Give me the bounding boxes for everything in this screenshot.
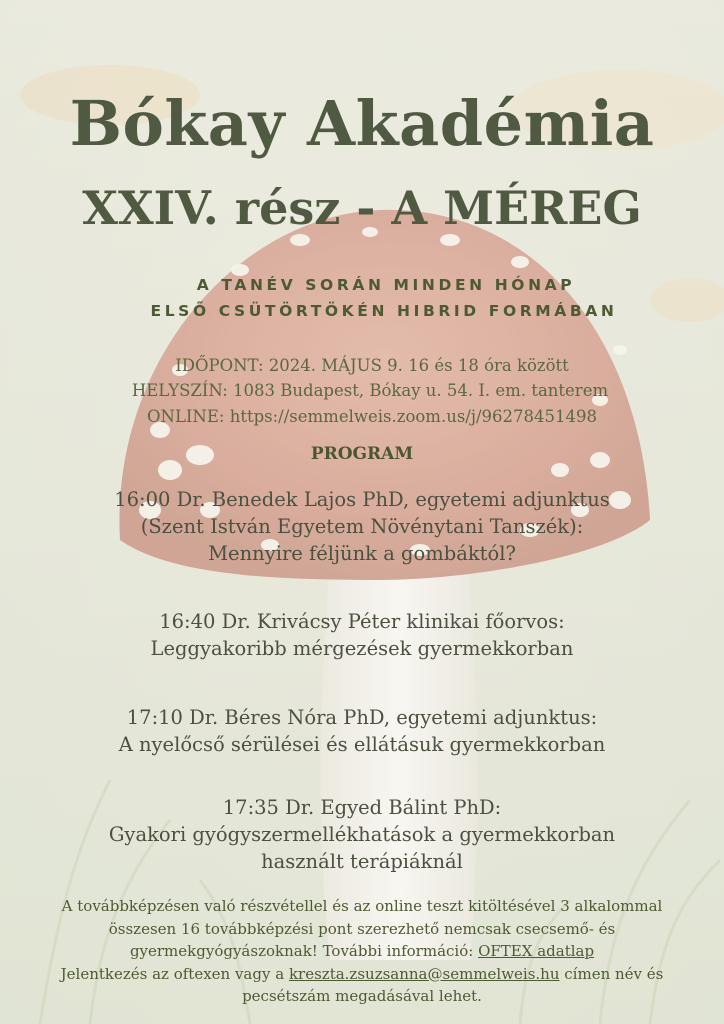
footer-line: pecsétszám megadásával lehet. (242, 987, 482, 1005)
talk-speaker: 16:00 Dr. Benedek Lajos PhD, egyetemi adjunktus (114, 488, 610, 511)
event-location: HELYSZÍN: 1083 Budapest, Bókay u. 54. I. em. tanterem (131, 381, 609, 400)
talk-title: Mennyire féljünk a gombáktól? (208, 542, 516, 565)
talk-title: A nyelőcső sérülései és ellátásuk gyermekkorban (118, 733, 606, 756)
talk-item (0, 486, 724, 567)
talk-title: Gyakori gyógyszermellékhatások a gyermekkorban (108, 823, 616, 846)
talk-item (0, 608, 724, 662)
footer-text: címen név és (564, 964, 664, 983)
footer-line (0, 963, 724, 986)
oftex-link[interactable]: OFTEX adatlap (478, 942, 595, 960)
talk-item (0, 704, 724, 758)
footer-notice (0, 895, 724, 1008)
talk-title: Leggyakoribb mérgezések gyermekkorban (150, 637, 574, 660)
talk-item (0, 794, 724, 875)
tagline-line-2: ELSŐ CSÜTÖRTÖKÉN HIBRID FORMÁBAN (150, 302, 618, 320)
talk-affiliation: (Szent István Egyetem Növénytani Tanszék): (140, 515, 584, 538)
footer-line: összesen 16 továbbképzési pont szerezhető nemcsak csecsemő- és (108, 919, 616, 938)
footer-line: A továbbképzésen való részvétellel és az online teszt kitöltésével 3 alkalommal (61, 897, 663, 915)
footer-text: gyermekgyógyászoknak! További információ: (129, 942, 474, 960)
email-link[interactable]: kreszta.zsuzsanna@semmelweis.hu (288, 964, 560, 983)
talk-title-continued: használt terápiáknál (261, 850, 463, 873)
tagline-line-1: A TANÉV SORÁN MINDEN HÓNAP (196, 276, 576, 294)
footer-line (0, 940, 724, 963)
program-heading: PROGRAM (310, 444, 414, 464)
poster-title: Bókay Akadémia (69, 87, 655, 160)
talk-speaker: 17:35 Dr. Egyed Bálint PhD: (222, 796, 502, 819)
talk-speaker: 17:10 Dr. Béres Nóra PhD, egyetemi adjunktus: (126, 706, 598, 729)
footer-text: Jelentkezés az oftexen vagy a (60, 964, 285, 983)
poster-subtitle: XXIV. rész - A MÉREG (82, 181, 642, 235)
online-link[interactable]: ONLINE: https://semmelweis.zoom.us/j/96278451498 (146, 407, 598, 426)
event-time: IDŐPONT: 2024. MÁJUS 9. 16 és 18 óra között (175, 356, 569, 375)
talk-speaker: 16:40 Dr. Krivácsy Péter klinikai főorvos: (159, 610, 565, 633)
